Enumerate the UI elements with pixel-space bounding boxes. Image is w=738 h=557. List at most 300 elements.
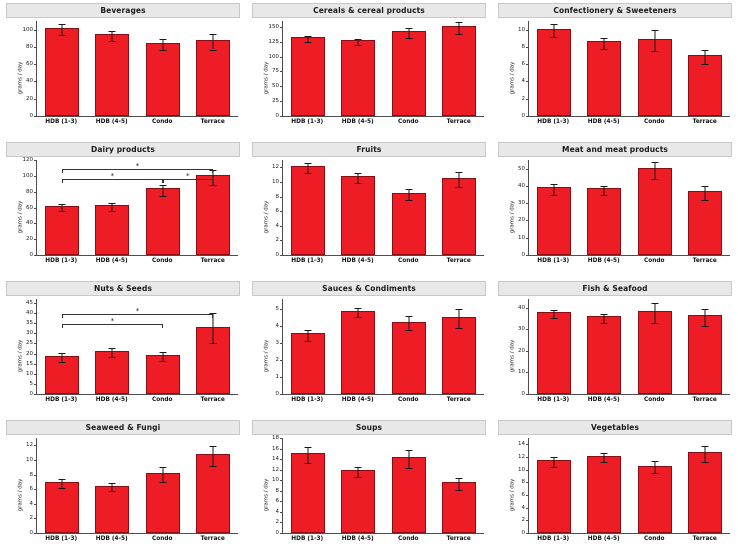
bar [341, 470, 375, 533]
y-axis-tick-label: 0 [29, 391, 33, 397]
panel-title: Vegetables [498, 420, 732, 435]
bar [341, 40, 375, 116]
y-axis-tick-label: 0 [521, 113, 525, 119]
chart-panel [0, 417, 246, 556]
panel-title: Nuts & Seeds [6, 281, 240, 296]
bar-column [196, 21, 230, 116]
x-axis-tick-label: Condo [643, 536, 665, 542]
y-axis-tick-label: 2 [275, 519, 279, 526]
plot-area [252, 19, 486, 137]
error-bar [408, 189, 409, 200]
y-axis-tick-label: 40 [518, 182, 525, 189]
error-bar-cap [551, 24, 558, 25]
y-axis-tick-label: 12 [26, 442, 33, 449]
bar [638, 466, 672, 533]
y-axis-tick-label: 0 [521, 252, 525, 258]
y-axis-tick-label: 14 [272, 456, 279, 463]
y-axis-tick-label: 0 [29, 113, 33, 119]
y-axis-label: grams / day [17, 339, 24, 373]
error-bar [112, 203, 113, 211]
bar-column [537, 160, 571, 255]
bar [341, 311, 375, 394]
y-axis-tick-label: 12 [272, 164, 279, 171]
panel-title: Fruits [252, 142, 486, 157]
x-axis-tick-label: HDB (1-3) [45, 258, 78, 264]
plot-axes [268, 21, 484, 119]
error-bar-cap [601, 314, 608, 315]
x-axis-tick-label: HDB (4-5) [95, 397, 128, 403]
y-axis-tick-label: 25 [26, 340, 33, 347]
y-axis-tick-label: 10 [518, 234, 525, 241]
y-axis-tick-label: 25 [272, 98, 279, 105]
y-axis-tick-label: 5 [275, 306, 279, 313]
plot-area [6, 158, 240, 276]
y-axis-tick-label: 6 [521, 61, 525, 68]
plot-area [498, 19, 732, 137]
x-axis-tick-label: Terrace [692, 119, 717, 125]
y-axis-tick [526, 394, 529, 395]
x-axis-tick-label: Terrace [200, 258, 225, 264]
y-axis-label: grams / day [17, 478, 24, 512]
error-bar-cap [59, 24, 66, 25]
chart-panel [492, 278, 738, 417]
x-axis-tick-label: HDB (1-3) [45, 119, 78, 125]
significance-bracket [62, 172, 163, 183]
plot-area [498, 297, 732, 415]
x-axis-tick-label: HDB (4-5) [587, 536, 620, 542]
error-bar-cap [109, 31, 116, 32]
bar [587, 456, 621, 533]
y-axis-tick-label: 40 [26, 310, 33, 317]
error-bar-cap [305, 463, 312, 464]
y-axis-tick-label: 100 [22, 172, 33, 179]
error-bar [554, 24, 555, 37]
error-bar-cap [551, 457, 558, 458]
x-axis-tick-label: HDB (4-5) [341, 397, 374, 403]
error-bar-cap [405, 330, 412, 331]
bars-container [37, 160, 238, 255]
y-axis-tick-label: 80 [26, 188, 33, 195]
y-axis-tick [280, 533, 283, 534]
plot-area [252, 436, 486, 554]
bar-column [341, 438, 375, 533]
significance-bracket [62, 161, 213, 173]
y-axis-tick-label: 16 [272, 445, 279, 452]
plot-area [6, 436, 240, 554]
bars-container [529, 299, 730, 394]
bar-column [341, 21, 375, 116]
chart-panel [246, 0, 492, 139]
plot-area [498, 436, 732, 554]
bar [95, 34, 129, 116]
x-axis-tick-label: Condo [151, 397, 173, 403]
error-bar-cap [355, 45, 362, 46]
y-axis-tick-label: 14 [518, 441, 525, 448]
error-bar [212, 446, 213, 466]
y-axis-tick-label: 35 [26, 320, 33, 327]
y-axis-tick-label: 2 [521, 517, 525, 524]
plot-axes [518, 438, 730, 536]
error-bar-cap [405, 200, 412, 201]
significance-marker: * [110, 316, 115, 325]
y-axis-tick-label: 20 [518, 217, 525, 224]
bar-column [442, 160, 476, 255]
error-bar-cap [701, 309, 708, 310]
chart-panel [246, 417, 492, 556]
y-axis-tick-label: 50 [518, 165, 525, 172]
error-bar [458, 309, 459, 328]
x-axis-tick-label: HDB (4-5) [587, 397, 620, 403]
plot-axes [518, 299, 730, 397]
error-bar [654, 30, 655, 52]
y-axis-tick-label: 40 [26, 78, 33, 85]
bar-column [688, 21, 722, 116]
error-bar-cap [109, 357, 116, 358]
error-bar-cap [109, 211, 116, 212]
bar-column [638, 160, 672, 255]
bar-column [146, 160, 180, 255]
bar-column [587, 21, 621, 116]
error-bar-cap [701, 326, 708, 327]
bar-column [196, 438, 230, 533]
significance-bracket [62, 316, 163, 328]
y-axis-tick-label: 12 [272, 466, 279, 473]
error-bar [604, 38, 605, 48]
y-axis-tick-label: 10 [518, 26, 525, 33]
bar-column [341, 299, 375, 394]
error-bar-cap [159, 50, 166, 51]
bars-container [283, 299, 484, 394]
y-axis-tick-label: 30 [26, 330, 33, 337]
x-axis-labels [282, 258, 484, 272]
error-bar-cap [601, 49, 608, 50]
x-axis-tick-label: Condo [643, 258, 665, 264]
error-bar [458, 172, 459, 187]
y-axis-tick-label: 15 [26, 360, 33, 367]
significance-marker: * [135, 307, 140, 316]
bar-column [537, 299, 571, 394]
error-bar-cap [355, 477, 362, 478]
bar [638, 168, 672, 255]
bar-column [688, 160, 722, 255]
x-axis-labels [282, 536, 484, 550]
error-bar-cap [159, 39, 166, 40]
x-axis-tick-label: HDB (4-5) [587, 258, 620, 264]
y-axis-tick-label: 20 [26, 95, 33, 102]
y-axis-tick-label: 0 [275, 530, 279, 536]
y-axis-tick-label: 4 [521, 504, 525, 511]
bar [442, 178, 476, 255]
bars-container [283, 21, 484, 116]
error-bar-cap [701, 446, 708, 447]
error-bar-cap [405, 189, 412, 190]
error-bar-cap [701, 64, 708, 65]
y-axis-tick-label: 0 [275, 391, 279, 397]
bar [537, 29, 571, 117]
error-bar [212, 34, 213, 50]
error-bar [162, 352, 163, 361]
plot-area [252, 297, 486, 415]
y-axis-label: grams / day [509, 478, 516, 512]
bar [45, 206, 79, 255]
y-axis-tick-label: 60 [26, 204, 33, 211]
error-bar-cap [59, 353, 66, 354]
x-axis-tick-label: HDB (1-3) [537, 119, 570, 125]
error-bar-cap [651, 473, 658, 474]
bar-column [442, 21, 476, 116]
error-bar [554, 184, 555, 194]
x-axis-labels [528, 258, 730, 272]
y-axis-tick-label: 8 [29, 471, 33, 478]
error-bar-cap [601, 38, 608, 39]
error-bar [358, 308, 359, 316]
x-axis-labels [36, 397, 238, 411]
error-bar [458, 22, 459, 34]
y-axis-tick-label: 20 [26, 350, 33, 357]
error-bar [408, 316, 409, 330]
x-axis-tick-label: HDB (1-3) [45, 536, 78, 542]
error-bar-cap [551, 467, 558, 468]
y-axis-tick [526, 533, 529, 534]
bar [291, 333, 325, 394]
bar [146, 188, 180, 255]
bar-column [587, 438, 621, 533]
error-bar-cap [455, 478, 462, 479]
error-bar [62, 204, 63, 211]
bar [45, 28, 79, 116]
panel-title: Sauces & Condiments [252, 281, 486, 296]
x-axis-labels [528, 536, 730, 550]
bar-column [638, 438, 672, 533]
bar-column [146, 21, 180, 116]
bar [537, 187, 571, 255]
error-bar [62, 353, 63, 362]
bar [392, 193, 426, 255]
y-axis-tick-label: 125 [268, 38, 279, 45]
y-axis-tick-label: 2 [521, 95, 525, 102]
y-axis-label: grams / day [17, 61, 24, 95]
error-bar [704, 309, 705, 326]
y-axis-label: grams / day [509, 61, 516, 95]
error-bar-cap [159, 185, 166, 186]
error-bar-cap [651, 51, 658, 52]
panel-title: Dairy products [6, 142, 240, 157]
chart-panel [492, 139, 738, 278]
y-axis-tick-label: 0 [29, 530, 33, 536]
x-axis-tick-label: HDB (4-5) [341, 258, 374, 264]
y-axis-tick [280, 116, 283, 117]
bar-column [392, 160, 426, 255]
error-bar [604, 314, 605, 323]
bar [291, 166, 325, 255]
bar-column [45, 21, 79, 116]
y-axis-tick-label: 4 [29, 500, 33, 507]
error-bar-cap [701, 200, 708, 201]
y-axis-label: grams / day [263, 61, 270, 95]
chart-panel [492, 417, 738, 556]
error-bar [308, 163, 309, 173]
y-axis-tick-label: 4 [521, 78, 525, 85]
y-axis-label: grams / day [17, 200, 24, 234]
error-bar [62, 24, 63, 34]
error-bar [654, 303, 655, 322]
y-axis-tick-label: 20 [26, 236, 33, 243]
y-axis-tick-label: 4 [275, 222, 279, 229]
panel-title: Cereals & cereal products [252, 3, 486, 18]
error-bar-cap [455, 22, 462, 23]
bar [688, 452, 722, 533]
y-axis-tick [34, 116, 37, 117]
x-axis-tick-label: Condo [397, 397, 419, 403]
error-bar-cap [455, 172, 462, 173]
error-bar [704, 446, 705, 462]
y-axis-tick-label: 80 [26, 43, 33, 50]
error-bar-cap [651, 303, 658, 304]
error-bar [358, 173, 359, 183]
error-bar-cap [209, 185, 216, 186]
y-axis-tick-label: 10 [272, 477, 279, 484]
x-axis-tick-label: Terrace [446, 119, 471, 125]
error-bar-cap [601, 186, 608, 187]
x-axis-tick-label: HDB (1-3) [291, 536, 324, 542]
error-bar-cap [651, 323, 658, 324]
error-bar-cap [701, 50, 708, 51]
significance-bracket [62, 307, 213, 318]
error-bar-cap [551, 195, 558, 196]
y-axis-tick-label: 75 [272, 68, 279, 75]
y-axis-label: grams / day [263, 339, 270, 373]
error-bar-cap [59, 211, 66, 212]
plot-axes [518, 21, 730, 119]
error-bar-cap [305, 330, 312, 331]
bar [442, 26, 476, 116]
significance-marker: * [135, 161, 140, 170]
x-axis-tick-label: HDB (1-3) [45, 397, 78, 403]
panel-title: Fish & Seafood [498, 281, 732, 296]
y-axis-tick-label: 10 [518, 466, 525, 473]
bar-column [291, 438, 325, 533]
x-axis-tick-label: Terrace [446, 397, 471, 403]
error-bar-cap [305, 173, 312, 174]
x-axis-tick-label: Terrace [200, 397, 225, 403]
y-axis-tick-label: 10 [26, 370, 33, 377]
y-axis-tick-label: 5 [29, 380, 33, 387]
x-axis-labels [36, 258, 238, 272]
bar-column [442, 299, 476, 394]
error-bar-cap [209, 50, 216, 51]
error-bar-cap [305, 42, 312, 43]
error-bar [162, 185, 163, 196]
error-bar-cap [405, 38, 412, 39]
bar-column [392, 438, 426, 533]
bars-container [529, 21, 730, 116]
bar [95, 205, 129, 255]
chart-panel [0, 0, 246, 139]
y-axis-tick-label: 45 [26, 300, 33, 307]
bar-column [688, 299, 722, 394]
y-axis-tick [280, 255, 283, 256]
error-bar [112, 31, 113, 41]
bar [341, 176, 375, 255]
x-axis-labels [282, 119, 484, 133]
y-axis-tick-label: 18 [272, 435, 279, 441]
x-axis-tick-label: HDB (1-3) [537, 258, 570, 264]
bar-column [442, 438, 476, 533]
error-bar [654, 162, 655, 179]
y-axis-tick-label: 2 [275, 237, 279, 244]
y-axis-tick-label: 8 [521, 479, 525, 486]
y-axis-tick-label: 8 [275, 193, 279, 200]
error-bar-cap [601, 195, 608, 196]
x-axis-tick-label: Condo [151, 258, 173, 264]
plot-area [252, 158, 486, 276]
x-axis-tick-label: Condo [397, 258, 419, 264]
y-axis-tick-label: 6 [275, 208, 279, 215]
error-bar [162, 467, 163, 482]
error-bar [112, 483, 113, 491]
x-axis-labels [36, 536, 238, 550]
error-bar-cap [109, 203, 116, 204]
x-axis-tick-label: Terrace [692, 258, 717, 264]
y-axis-tick-label: 0 [29, 252, 33, 258]
y-axis-tick-label: 6 [29, 486, 33, 493]
bar-column [587, 299, 621, 394]
bar-column [45, 160, 79, 255]
error-bar-cap [405, 28, 412, 29]
y-axis-label: grams / day [509, 200, 516, 234]
y-axis-tick-label: 10 [272, 178, 279, 185]
significance-marker: * [186, 172, 190, 180]
bar [537, 460, 571, 533]
error-bar [704, 186, 705, 200]
bar-column [587, 160, 621, 255]
error-bar-cap [551, 37, 558, 38]
error-bar-cap [209, 466, 216, 467]
error-bar [554, 457, 555, 467]
error-bar [604, 186, 605, 195]
bar-column [638, 299, 672, 394]
bar-column [638, 21, 672, 116]
bar-column [95, 438, 129, 533]
x-axis-tick-label: HDB (4-5) [587, 119, 620, 125]
bars-container [529, 160, 730, 255]
y-axis-tick-label: 8 [275, 487, 279, 494]
error-bar-cap [355, 183, 362, 184]
error-bar-cap [109, 483, 116, 484]
error-bar [308, 330, 309, 342]
error-bar-cap [701, 462, 708, 463]
x-axis-tick-label: HDB (4-5) [341, 119, 374, 125]
error-bar [554, 310, 555, 319]
x-axis-tick-label: HDB (1-3) [537, 536, 570, 542]
x-axis-tick-label: Condo [397, 119, 419, 125]
y-axis-tick [280, 394, 283, 395]
y-axis-tick-label: 12 [518, 454, 525, 460]
y-axis-tick-label: 0 [521, 391, 525, 397]
x-axis-tick-label: HDB (4-5) [95, 536, 128, 542]
error-bar-cap [59, 204, 66, 205]
y-axis-label: grams / day [509, 339, 516, 373]
bar-column [291, 160, 325, 255]
error-bar-cap [701, 186, 708, 187]
bars-container [37, 21, 238, 116]
error-bar-cap [209, 34, 216, 35]
y-axis-tick-label: 20 [518, 347, 525, 354]
panel-title: Soups [252, 420, 486, 435]
y-axis-tick-label: 0 [275, 113, 279, 119]
error-bar [704, 50, 705, 65]
x-axis-tick-label: HDB (4-5) [341, 536, 374, 542]
